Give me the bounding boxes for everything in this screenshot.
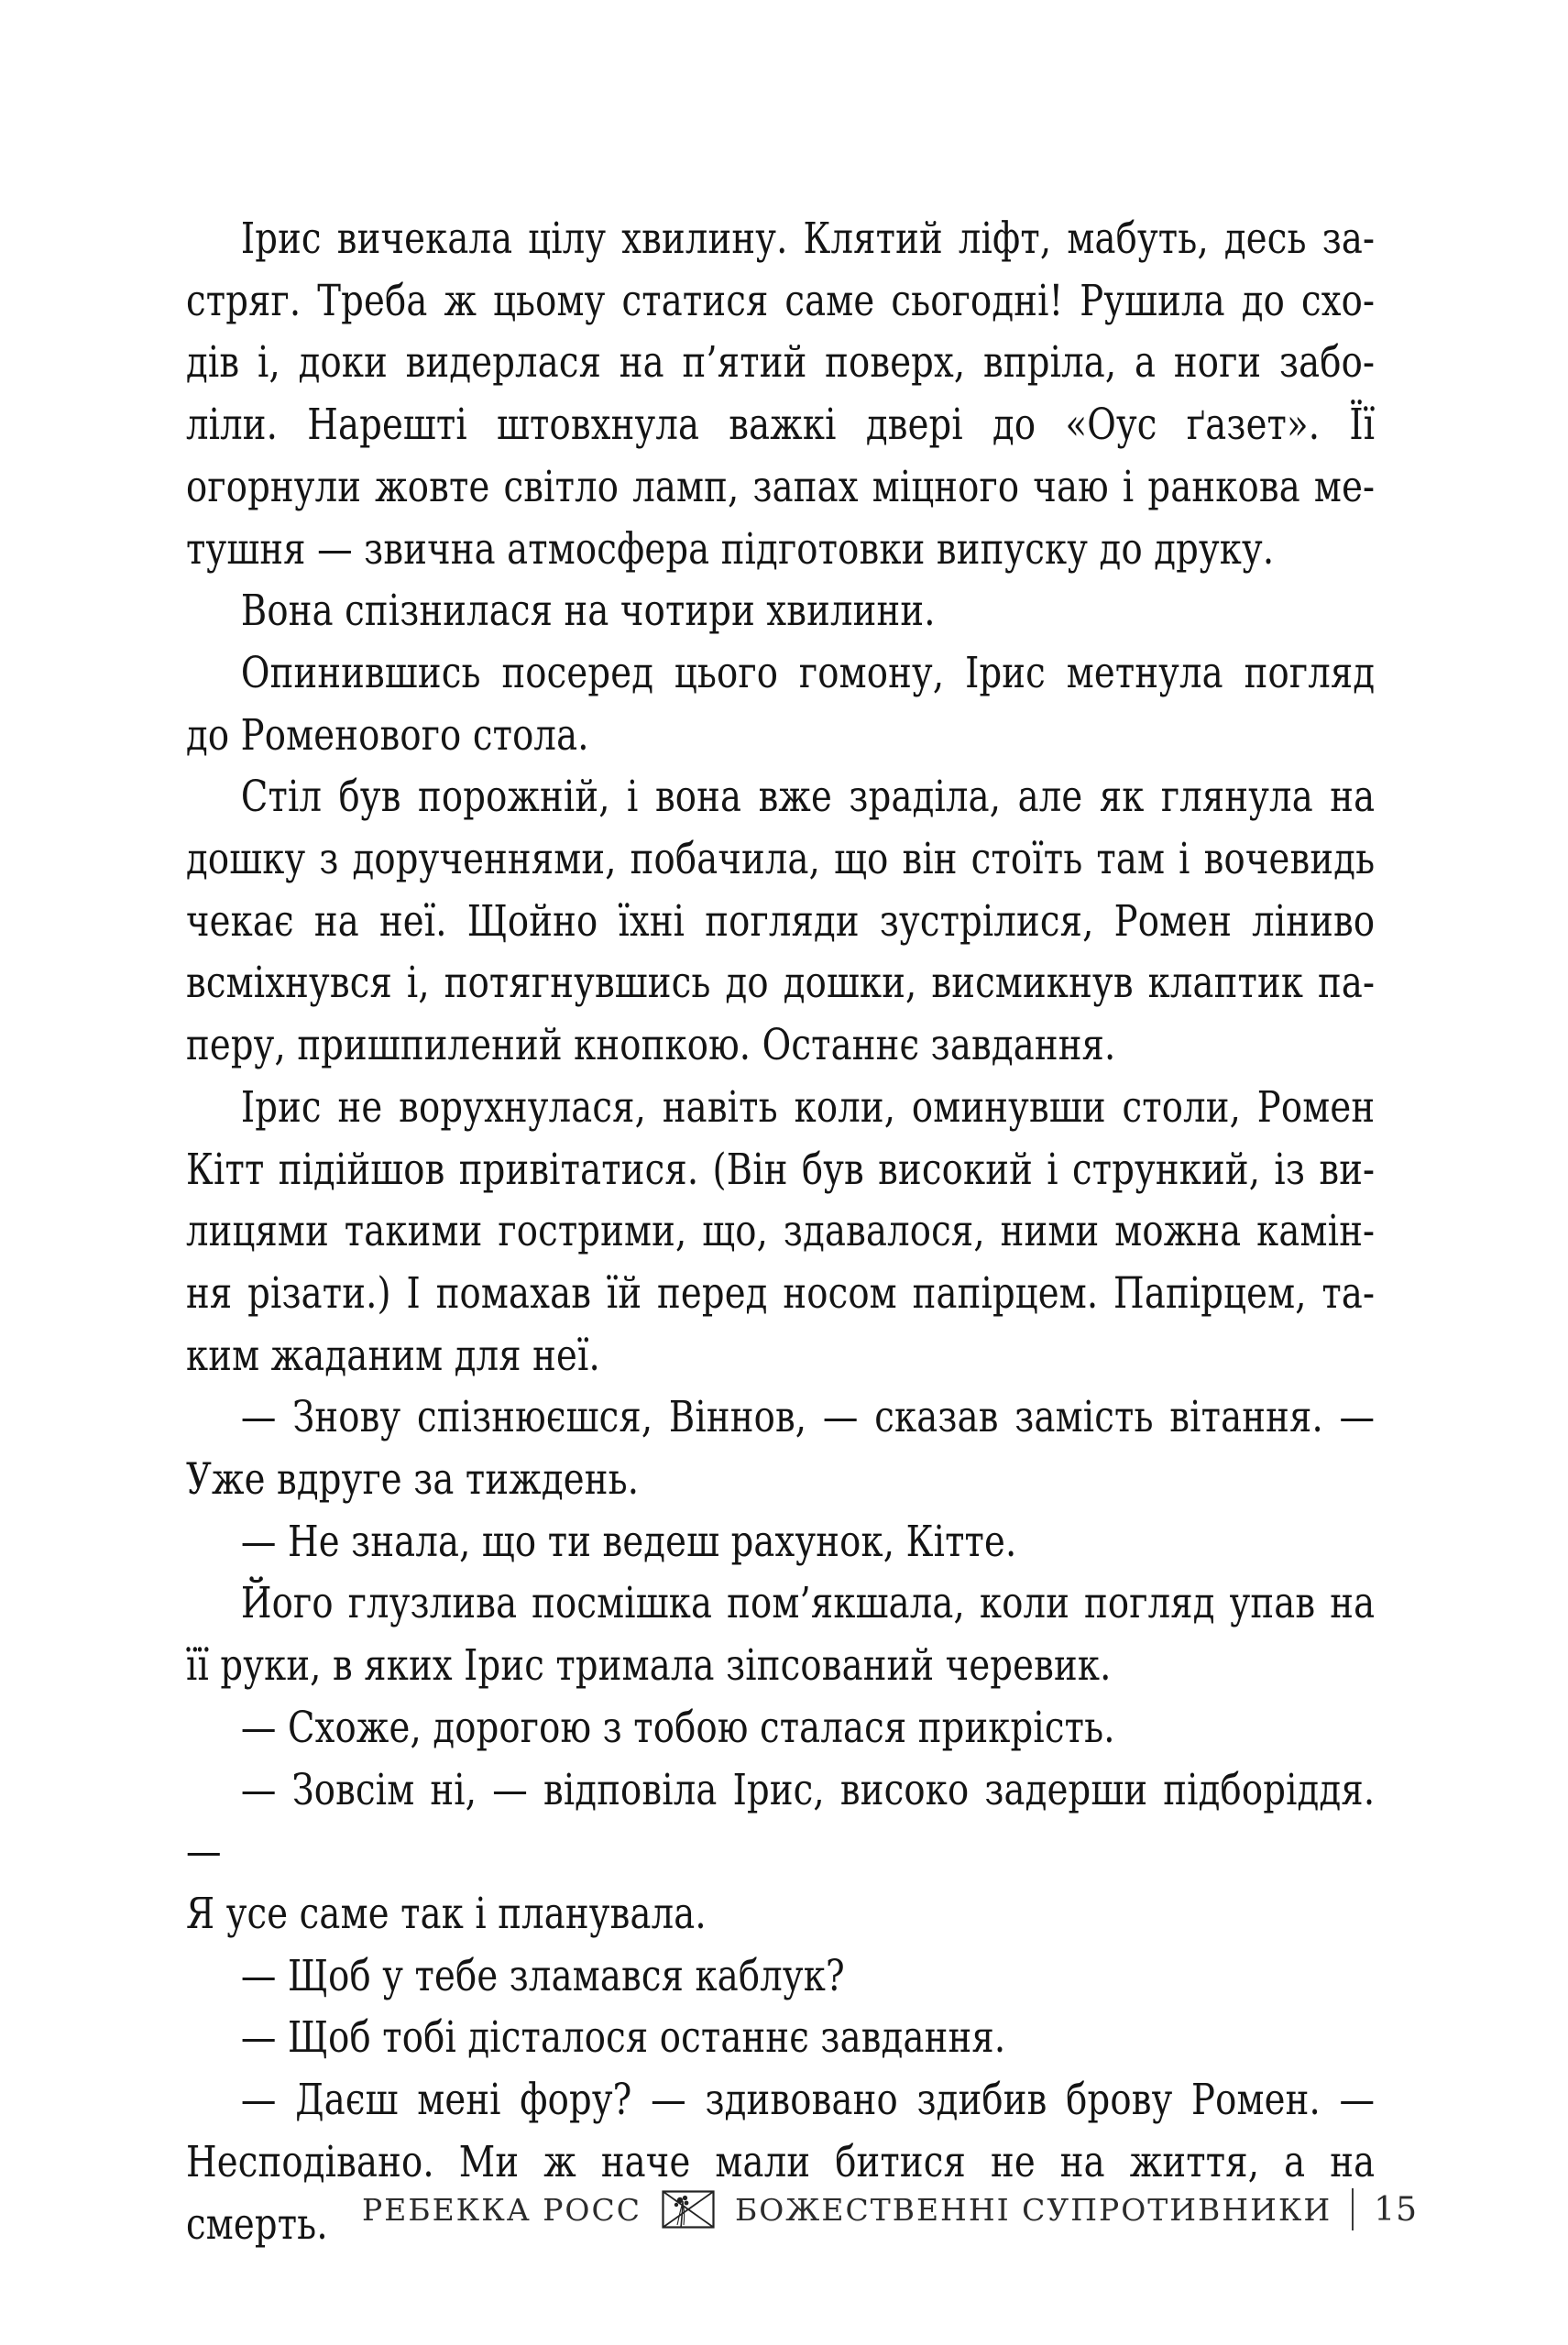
text-line: Його глузлива посмішка пом’якшала, коли погляд упав на xyxy=(240,1578,1376,1629)
text-line: ким жаданим для неї. xyxy=(186,1330,600,1381)
text-line: Опинившись посеред цього гомону, Ірис метнула погляд xyxy=(240,647,1376,698)
text-line: Ірис не ворухнулася, навіть коли, оминувши столи, Ромен xyxy=(240,1081,1376,1133)
text-line: чекає на неї. Щойно їхні погляди зустрілися, Ромен ліниво xyxy=(186,895,1376,947)
text-line: дошку з дорученнями, побачила, що він стоїть там і вочевидь xyxy=(186,834,1376,885)
text-line: Я усе саме так і планувала. xyxy=(186,1888,707,1939)
text-line: Ірис вичекала цілу хвилину. Клятий ліфт, мабуть, десь за- xyxy=(240,214,1376,264)
text-line: лицями такими гострими, що, здавалося, ними можна камін- xyxy=(186,1206,1376,1257)
text-line: Вона спізнилася на чотири хвилини. xyxy=(240,586,936,637)
envelope-flower-icon xyxy=(662,2190,715,2229)
body-text xyxy=(186,208,1375,2255)
book-title: БОЖЕСТВЕННІ СУПРОТИВНИКИ xyxy=(734,2191,1332,2228)
author-name: РЕБЕККА РОСС xyxy=(362,2191,641,2228)
text-line: ня різати.) І помахав їй перед носом папірцем. Папірцем, та- xyxy=(186,1267,1376,1319)
text-line: всміхнувся і, потягнувшись до дошки, висмикнув клаптик па- xyxy=(186,958,1376,1009)
text-line: її руки, в яких Ірис тримала зіпсований черевик. xyxy=(186,1640,1112,1692)
text-line: — Зовсім ні, — відповіла Ірис, високо задерши підборіддя. — xyxy=(186,1764,1376,1878)
page-footer xyxy=(362,2188,1418,2230)
text-line: стряг. Треба ж цьому статися саме сьогодні! Рушила до схо- xyxy=(186,275,1376,326)
text-line: — Схоже, дорогою з тобою сталася прикрість. xyxy=(240,1702,1115,1753)
text-line: — Щоб у тебе зламався каблук? xyxy=(240,1950,845,2001)
text-line: Стіл був порожній, і вона вже зраділа, але як глянула на xyxy=(240,772,1376,823)
text-line: ліли. Нарешті штовхнула важкі двері до «Оус ґазет». Її xyxy=(186,400,1376,451)
text-line: — Щоб тобі дісталося останнє завдання. xyxy=(240,2012,1006,2064)
page-number: 15 xyxy=(1374,2190,1418,2229)
text-line: — Знову спізнюєшся, Віннов, — сказав замість вітання. — xyxy=(240,1392,1376,1443)
text-line: огорнули жовте світло ламп, запах міцного чаю і ранкова ме- xyxy=(186,461,1376,512)
text-line: до Роменового стола. xyxy=(186,709,589,761)
text-line: Уже вдруге за тиждень. xyxy=(186,1454,640,1506)
text-line: тушня — звична атмосфера підготовки випуску до друку. xyxy=(186,523,1275,575)
text-line: Несподівано. Ми ж наче мали битися не на життя, а на смерть. xyxy=(186,2136,1376,2250)
footer-divider xyxy=(1352,2188,1354,2230)
text-line: — Даєш мені фору? — здивовано здибив брову Ромен. — xyxy=(240,2075,1376,2126)
text-line: Кітт підійшов привітатися. (Він був високий і стрункий, із ви- xyxy=(186,1144,1376,1195)
text-line: перу, пришпилений кнопкою. Останнє завдання. xyxy=(186,1020,1116,1071)
text-line: дів і, доки видерлася на п’ятий поверх, впріла, а ноги забо- xyxy=(186,337,1376,389)
text-line: — Не знала, що ти ведеш рахунок, Кітте. xyxy=(240,1516,1017,1567)
